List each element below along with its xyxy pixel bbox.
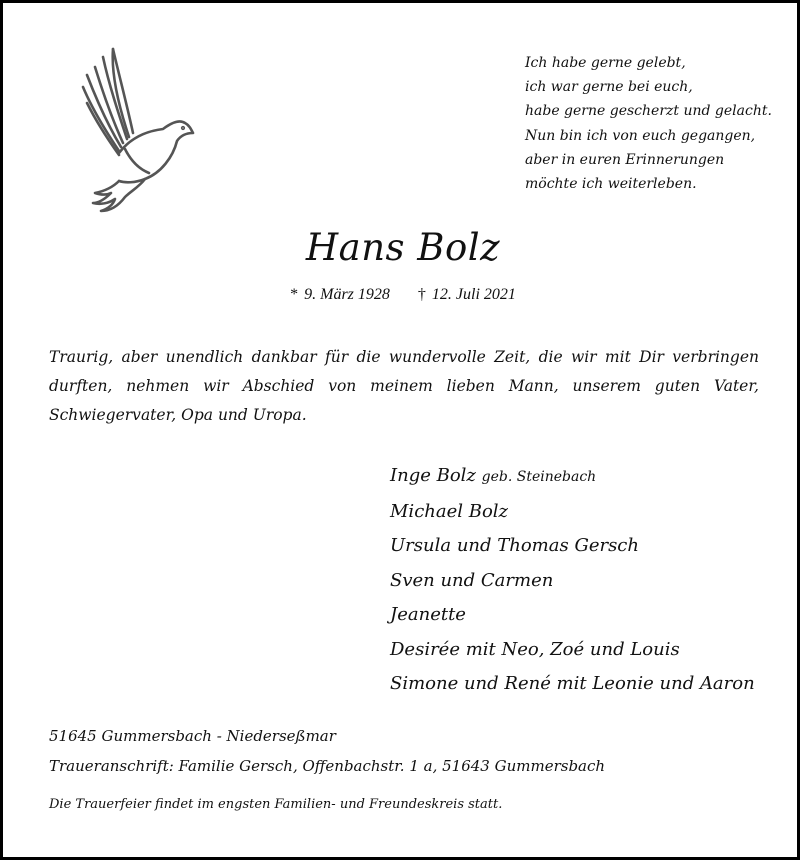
family-member: Simone und René mit Leonie und Aaron	[390, 673, 755, 694]
place-line: 51645 Gummersbach - Niederseßmar	[49, 727, 336, 745]
address-block	[49, 721, 769, 781]
family-member: Jeanette	[390, 604, 466, 625]
deceased-name: Hans Bolz	[305, 226, 501, 269]
funeral-note: Die Trauerfeier findet im engsten Familien- und Freundeskreis statt.	[49, 797, 503, 812]
death-cross-symbol: †	[417, 286, 426, 303]
mourning-address: Traueranschrift: Familie Gersch, Offenbachstr. 1 a, 51643 Gummersbach	[49, 757, 606, 775]
poem-line: aber in euren Erinnerungen	[525, 151, 725, 168]
maiden-name: geb. Steinebach	[481, 469, 597, 485]
family-member: Desirée mit Neo, Zoé und Louis	[390, 638, 680, 660]
family-member: Ursula und Thomas Gersch	[390, 535, 639, 556]
intro-line: Traurig, aber unendlich dankbar für die wundervolle Zeit, die wir mit Dir verbringen	[49, 348, 759, 366]
intro-line: Schwiegervater, Opa und Uropa.	[49, 406, 307, 424]
family-list	[390, 459, 780, 702]
poem	[525, 51, 785, 196]
intro-line: durften, nehmen wir Abschied von meinem lieben Mann, unserem guten Vater,	[49, 377, 759, 395]
life-dates	[3, 284, 800, 306]
poem-line: Nun bin ich von euch gegangen,	[525, 127, 756, 144]
death-date: 12. Juli 2021	[431, 286, 516, 303]
birth-date: 9. März 1928	[304, 286, 390, 303]
family-member-name: Inge Bolz	[390, 465, 476, 486]
poem-line: Ich habe gerne gelebt,	[525, 55, 686, 71]
family-member	[390, 459, 780, 495]
intro-text	[49, 343, 759, 430]
dove-icon	[73, 45, 203, 215]
poem-line: möchte ich weiterleben.	[525, 175, 697, 192]
family-member: Michael Bolz	[390, 500, 509, 522]
family-member: Sven und Carmen	[390, 569, 554, 591]
poem-line: habe gerne gescherzt und gelacht.	[525, 103, 772, 120]
birth-symbol: *	[290, 286, 299, 303]
poem-line: ich war gerne bei euch,	[525, 79, 693, 96]
